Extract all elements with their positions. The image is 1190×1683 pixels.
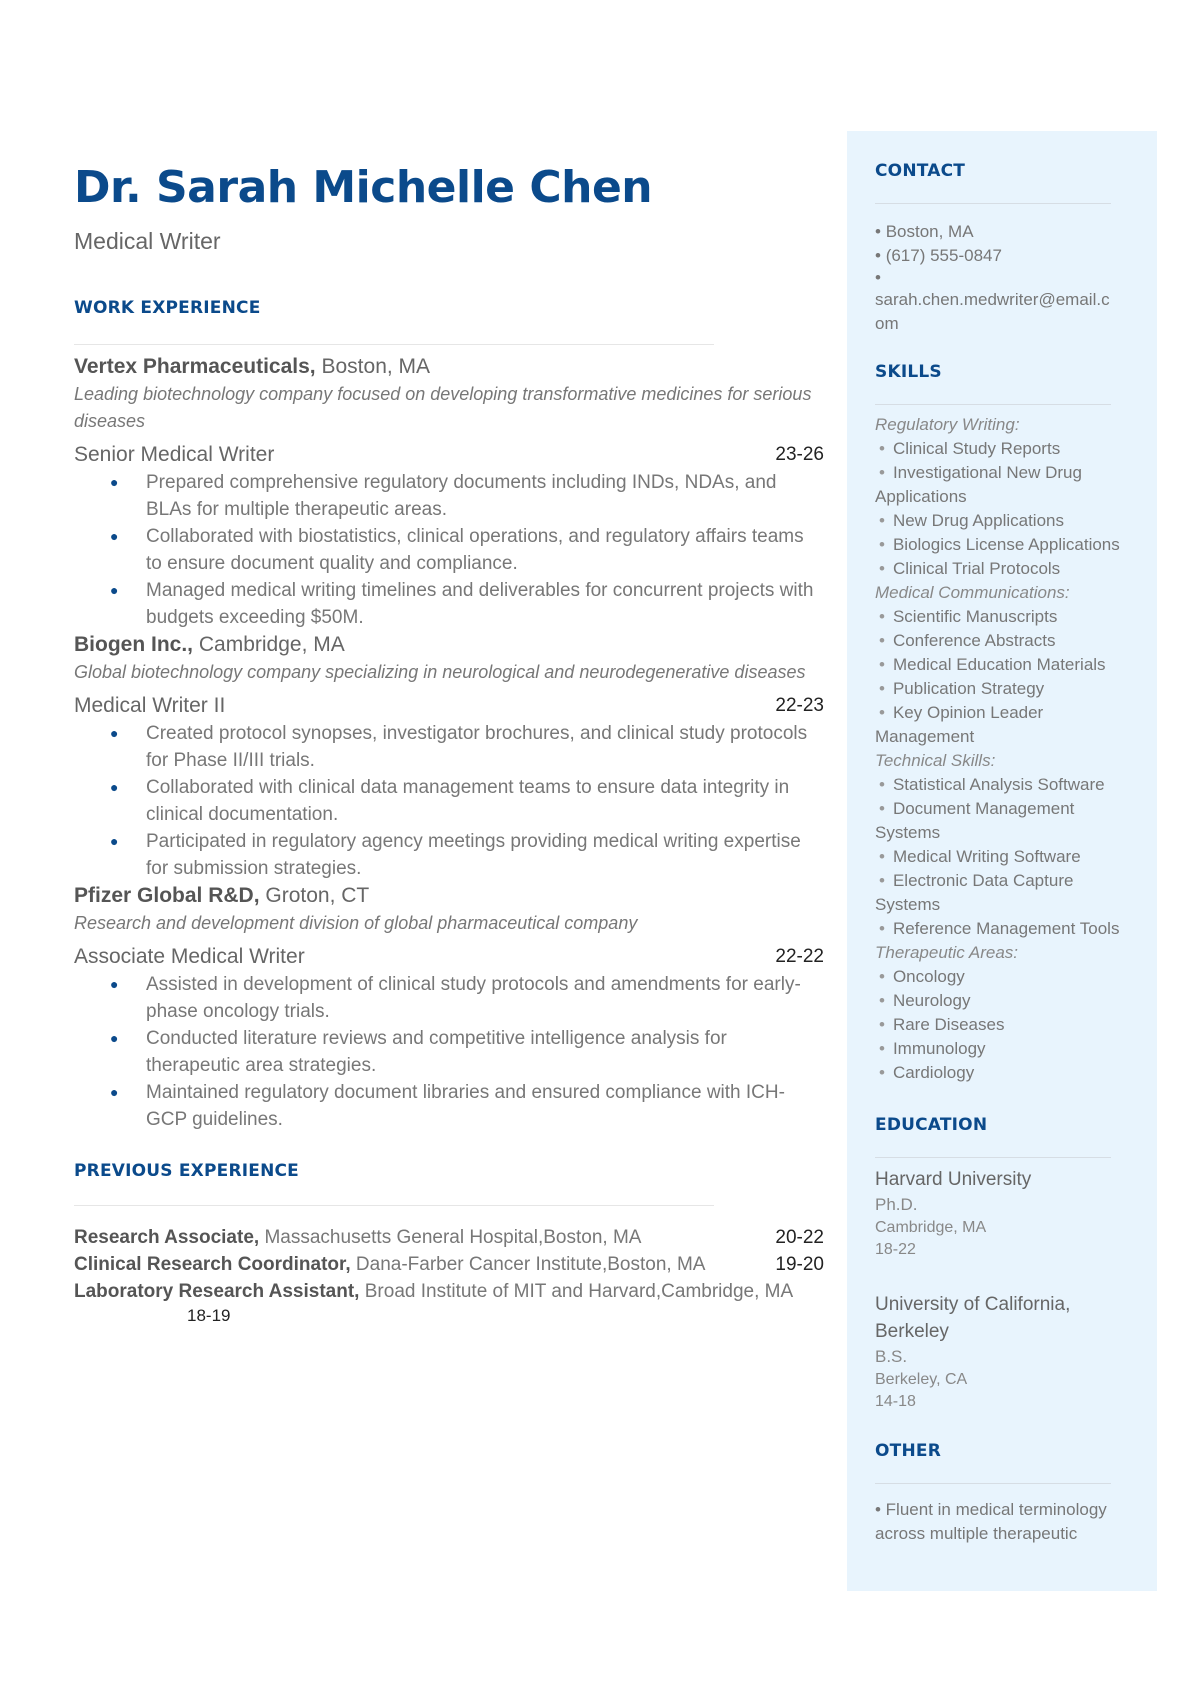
work-entry: [74, 631, 824, 882]
skill-item: • Immunology: [879, 1039, 986, 1058]
skill-category: Medical Communications:: [875, 583, 1070, 602]
company-location: Boston, MA: [321, 355, 431, 378]
candidate-name: Dr. Sarah Michelle Chen: [74, 162, 653, 213]
job-bullets: [74, 971, 824, 1133]
other-item: • Fluent in medical terminology: [875, 1500, 1107, 1519]
bullet-icon: •: [875, 222, 881, 241]
skill-category: Technical Skills:: [875, 751, 996, 770]
edu-dates: 18-22: [875, 1241, 916, 1258]
skill-item: • Conference Abstracts: [879, 631, 1056, 650]
job-bullet: ● Created protocol synopses, investigator brochures, and clinical study protocols for Phase II/III trials.: [110, 720, 824, 774]
previous-title: Clinical Research Coordinator,: [74, 1254, 351, 1275]
education-entry: [875, 1291, 1105, 1413]
other-heading: OTHER: [875, 1441, 941, 1461]
company-name: Pfizer Global R&D,: [74, 884, 260, 907]
job-line: [74, 943, 824, 971]
skill-item: • Investigational New Drug Applications: [875, 463, 1082, 506]
job-dates: 22-22: [775, 946, 824, 967]
job-bullet: ● Conducted literature reviews and competitive intelligence analysis for therapeutic area strategies.: [110, 1025, 824, 1079]
edu-degree: Ph.D.: [875, 1195, 918, 1214]
work-experience-heading: WORK EXPERIENCE: [74, 298, 261, 318]
edu-location: Berkeley, CA: [875, 1371, 968, 1388]
job-bullets: [74, 720, 824, 882]
skill-item: • New Drug Applications: [879, 511, 1064, 530]
previous-entry: [74, 1251, 824, 1278]
other-item-continued: across multiple therapeutic: [875, 1524, 1078, 1543]
bullet-icon: •: [875, 268, 881, 287]
job-title: Associate Medical Writer: [74, 945, 305, 968]
previous-experience-heading: PREVIOUS EXPERIENCE: [74, 1161, 299, 1181]
section-divider: [74, 1205, 714, 1206]
job-bullet: ● Prepared comprehensive regulatory documents including INDs, NDAs, and BLAs for multiple therapeutic areas.: [110, 469, 824, 523]
skill-item: • Biologics License Applications: [879, 535, 1120, 554]
edu-school: University of California, Berkeley: [875, 1294, 1071, 1342]
company-description: Research and development division of global pharmaceutical company: [74, 913, 638, 933]
skill-item: • Medical Writing Software: [879, 847, 1081, 866]
job-bullets: [74, 469, 824, 631]
previous-org: Broad Institute of MIT and Harvard,Cambridge, MA: [364, 1281, 794, 1302]
company-location: Groton, CT: [265, 884, 370, 907]
job-dates: 22-23: [775, 695, 824, 716]
contact-location: • Boston, MA: [875, 222, 974, 241]
previous-entry: [74, 1224, 824, 1251]
skill-item: • Publication Strategy: [879, 679, 1045, 698]
skill-item: • Electronic Data Capture Systems: [875, 871, 1074, 914]
job-title: Medical Writer II: [74, 694, 226, 717]
contact-email[interactable]: sarah.chen.medwriter@email.c: [875, 290, 1110, 309]
section-divider: [74, 344, 714, 345]
edu-dates: 14-18: [875, 1393, 916, 1410]
skill-item: • Cardiology: [879, 1063, 975, 1082]
company-name: Biogen Inc.,: [74, 633, 194, 656]
job-line: [74, 692, 824, 720]
previous-title: Research Associate,: [74, 1227, 260, 1248]
previous-title: Laboratory Research Assistant,: [74, 1281, 360, 1302]
job-title: Senior Medical Writer: [74, 443, 275, 466]
contact-heading: CONTACT: [875, 161, 966, 181]
company-line: [74, 882, 824, 910]
skills-list: [875, 413, 1137, 1085]
skill-item: • Medical Education Materials: [879, 655, 1106, 674]
job-bullet: ● Collaborated with clinical data management teams to ensure data integrity in clinical documentation.: [110, 774, 824, 828]
skill-item: • Clinical Study Reports: [879, 439, 1061, 458]
previous-entry: [74, 1278, 824, 1305]
skill-category: Therapeutic Areas:: [875, 943, 1018, 962]
skill-item: • Clinical Trial Protocols: [879, 559, 1061, 578]
candidate-title: Medical Writer: [74, 228, 221, 254]
job-dates: 23-26: [775, 444, 824, 465]
skill-item: • Oncology: [879, 967, 965, 986]
work-entry: [74, 882, 824, 1133]
contact-list: [875, 220, 1137, 336]
skill-category: Regulatory Writing:: [875, 415, 1020, 434]
section-divider: [875, 203, 1111, 204]
skill-item: • Document Management Systems: [875, 799, 1075, 842]
work-entry: [74, 353, 824, 631]
section-divider: [875, 1157, 1111, 1158]
company-description: Global biotechnology company specializing in neurological and neurodegenerative diseases: [74, 662, 806, 682]
edu-degree: B.S.: [875, 1347, 908, 1366]
job-bullet: ● Collaborated with biostatistics, clinical operations, and regulatory affairs teams to ensure document quality and compliance.: [110, 523, 824, 577]
company-line: [74, 631, 824, 659]
skill-item: • Reference Management Tools: [879, 919, 1120, 938]
previous-dates: 19-20: [775, 1254, 824, 1275]
job-bullet: ● Managed medical writing timelines and deliverables for concurrent projects with budgets exceeding $50M.: [110, 577, 824, 631]
company-line: [74, 353, 824, 381]
job-bullet: ● Maintained regulatory document libraries and ensured compliance with ICH-GCP guidelines.: [110, 1079, 824, 1133]
main-column: [74, 160, 824, 1327]
skills-heading: SKILLS: [875, 362, 942, 382]
skill-item: • Scientific Manuscripts: [879, 607, 1058, 626]
education-heading: EDUCATION: [875, 1115, 988, 1135]
section-divider: [875, 1483, 1111, 1484]
company-name: Vertex Pharmaceuticals,: [74, 355, 316, 378]
other-list: [875, 1498, 1137, 1546]
skill-item: • Key Opinion Leader Management: [875, 703, 1044, 746]
edu-school: Harvard University: [875, 1169, 1032, 1190]
skill-item: • Statistical Analysis Software: [879, 775, 1105, 794]
previous-list: [74, 1224, 824, 1327]
section-divider: [875, 404, 1111, 405]
previous-dates: 20-22: [775, 1227, 824, 1248]
sidebar-content: [875, 131, 1137, 1546]
contact-email-wrap[interactable]: om: [875, 314, 899, 333]
job-bullet: ● Participated in regulatory agency meetings providing medical writing expertise for submission strategies.: [110, 828, 824, 882]
company-description: Leading biotechnology company focused on developing transformative medicines for serious diseases: [74, 384, 812, 431]
edu-location: Cambridge, MA: [875, 1219, 987, 1236]
skill-item: • Neurology: [879, 991, 971, 1010]
bullet-icon: •: [875, 246, 881, 265]
company-location: Cambridge, MA: [198, 633, 345, 656]
job-bullet: ● Assisted in development of clinical study protocols and amendments for early-phase oncology trials.: [110, 971, 824, 1025]
skill-item: • Rare Diseases: [879, 1015, 1005, 1034]
previous-dates: 18-19: [187, 1306, 231, 1325]
previous-org: Massachusetts General Hospital,Boston, MA: [264, 1227, 642, 1248]
previous-org: Dana-Farber Cancer Institute,Boston, MA: [355, 1254, 706, 1275]
contact-phone: • (617) 555-0847: [875, 246, 1002, 265]
job-line: [74, 441, 824, 469]
education-entry: [875, 1166, 1137, 1261]
sidebar: [847, 131, 1157, 1591]
